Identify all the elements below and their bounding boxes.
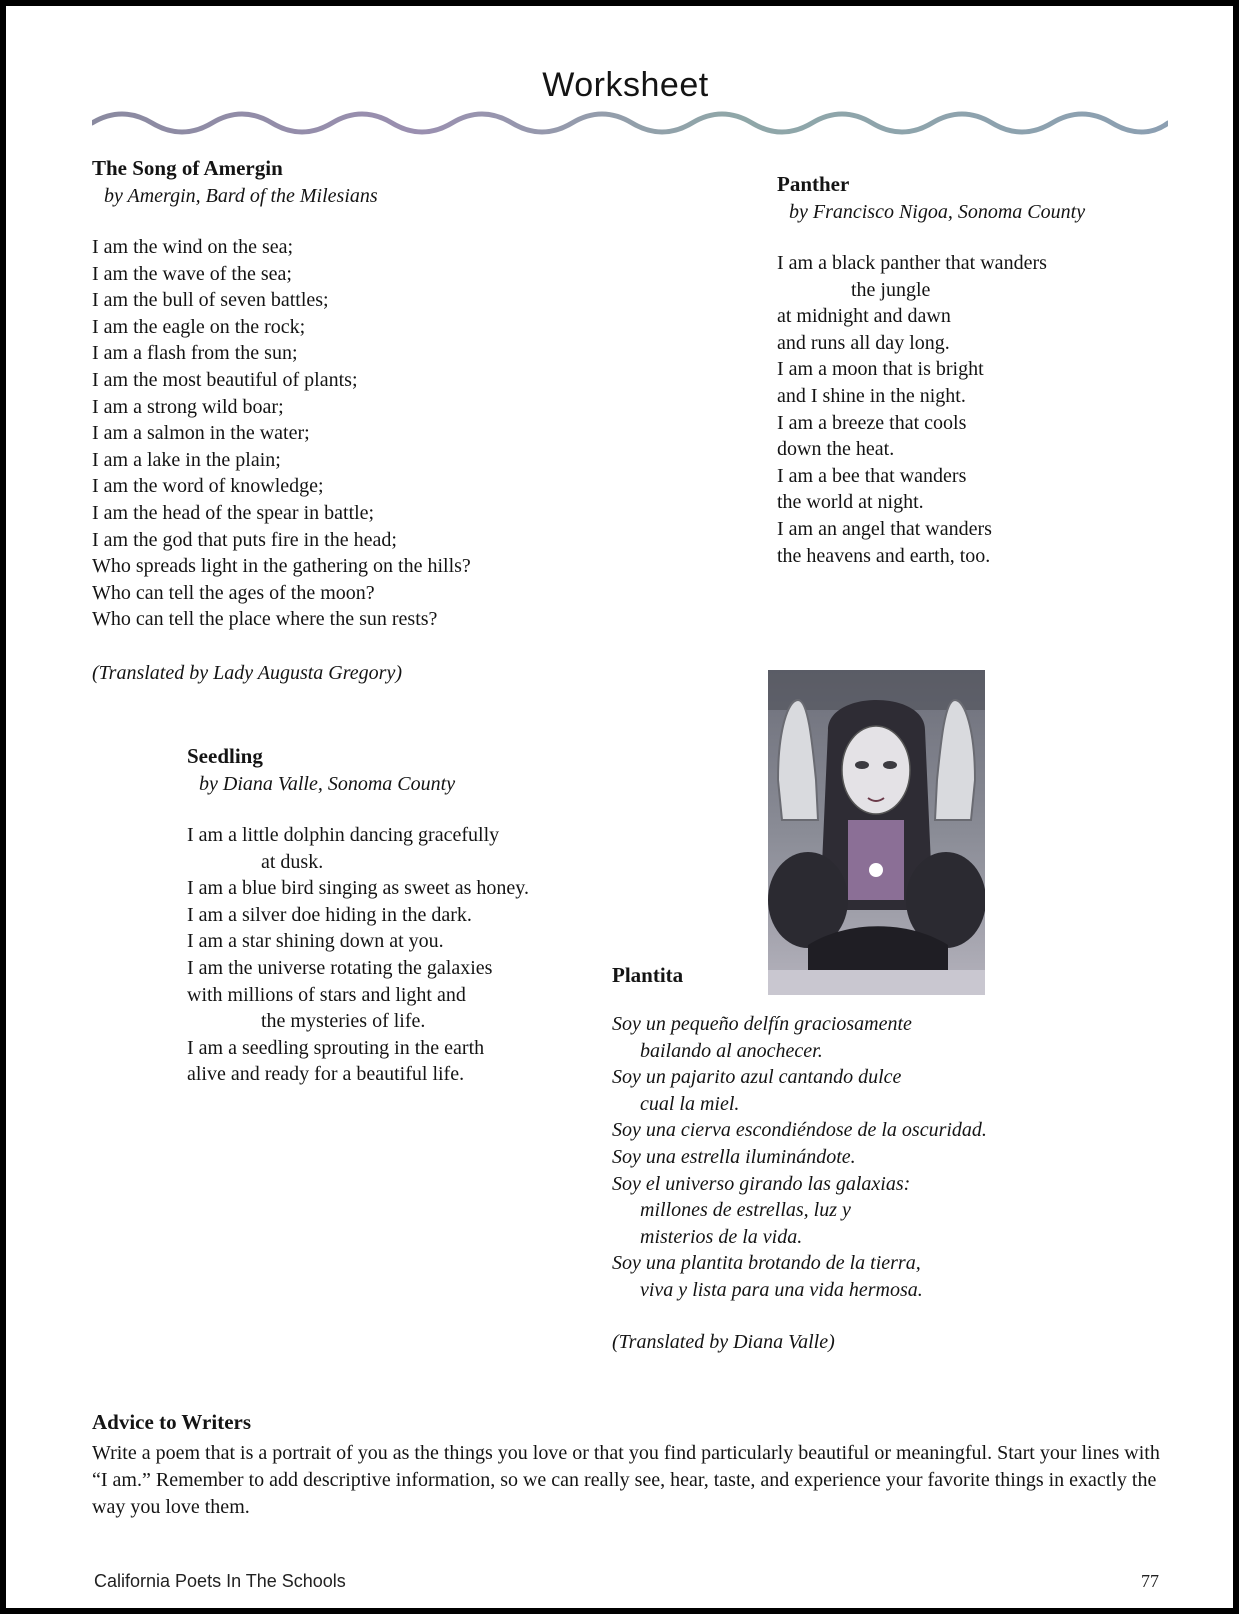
poem-byline: by Francisco Nigoa, Sonoma County <box>789 201 1086 223</box>
poem-line: I am a seedling sprouting in the earth <box>187 1036 485 1059</box>
wavy-divider <box>92 110 1168 136</box>
poem-lines <box>187 822 529 1088</box>
poem-line: I am a black panther that wanders <box>777 252 1047 274</box>
poem-line: Soy una estrella iluminándote. <box>612 1145 856 1168</box>
poem-line: I am a salmon in the water; <box>92 422 310 445</box>
poem-line: misterios de la vida. <box>640 1225 803 1248</box>
page-title: Worksheet <box>542 66 709 104</box>
poem-line: the world at night. <box>777 491 924 514</box>
poem-line: I am a blue bird singing as sweet as honey. <box>187 877 529 900</box>
poem-title: Panther <box>777 172 850 196</box>
poem-line: alive and ready for a beautiful life. <box>187 1063 465 1086</box>
poem-line: I am a flash from the sun; <box>92 342 298 365</box>
poem-line: and runs all day long. <box>777 331 950 354</box>
poem-lines <box>612 1011 987 1304</box>
poem-seedling <box>187 742 529 1088</box>
poem-line: Soy una cierva escondiéndose de la oscuridad. <box>612 1119 987 1142</box>
poem-line: the mysteries of life. <box>261 1010 426 1033</box>
poem-line: I am a star shining down at you. <box>187 930 444 953</box>
poem-line: bailando al anochecer. <box>640 1039 823 1062</box>
translation-credit: (Translated by Diana Valle) <box>612 1330 835 1353</box>
poem-line: Who can tell the ages of the moon? <box>92 581 375 604</box>
poem-title: Seedling <box>187 744 263 768</box>
poem-line: I am a little dolphin dancing gracefully <box>187 824 500 846</box>
poem-line: Soy el universo girando las galaxias: <box>612 1172 911 1195</box>
poem-line: at midnight and dawn <box>777 305 951 328</box>
poem-byline: by Amergin, Bard of the Milesians <box>104 185 378 207</box>
poem-panther <box>777 170 1085 569</box>
page-number: 77 <box>1141 1571 1159 1591</box>
poem-line: cual la miel. <box>640 1092 740 1115</box>
poem-line: Who can tell the place where the sun rests? <box>92 608 438 631</box>
advice-heading: Advice to Writers <box>92 1410 252 1434</box>
poem-plantita <box>612 961 987 1356</box>
student-portrait-artwork <box>768 670 985 995</box>
poem-line: I am the universe rotating the galaxies <box>187 956 493 979</box>
advice-section <box>92 1408 1162 1521</box>
poem-title: Plantita <box>612 963 684 987</box>
poem-line: I am the wind on the sea; <box>92 236 294 258</box>
poem-line: I am a lake in the plain; <box>92 448 281 471</box>
footer-publisher: California Poets In The Schools <box>94 1571 346 1591</box>
poem-line: and I shine in the night. <box>777 384 966 407</box>
translation-credit: (Translated by Lady Augusta Gregory) <box>92 661 402 684</box>
poem-lines <box>777 250 1085 569</box>
poem-line: I am the bull of seven battles; <box>92 289 329 312</box>
poem-line: I am the wave of the sea; <box>92 262 292 285</box>
poem-byline: by Diana Valle, Sonoma County <box>199 773 456 795</box>
poem-line: I am an angel that wanders <box>777 517 992 540</box>
advice-text: Write a poem that is a portrait of you as the things you love or that you find particularly beautiful or meaningful. Start your lines with “I am.” Remember to add descriptive information, so we can really see, hear, taste, and experience your favorite things in exactly the way you love them. <box>92 1442 1160 1518</box>
poem-line: I am the word of knowledge; <box>92 475 324 498</box>
poem-title: The Song of Amergin <box>92 156 283 180</box>
poem-line: with millions of stars and light and <box>187 983 466 1006</box>
poem-line: the jungle <box>851 278 931 301</box>
poem-lines <box>92 234 471 633</box>
poem-line: I am a strong wild boar; <box>92 395 284 418</box>
poem-line: viva y lista para una vida hermosa. <box>640 1278 923 1301</box>
poem-line: Who spreads light in the gathering on the hills? <box>92 555 471 578</box>
poem-line: Soy un pequeño delfín graciosamente <box>612 1013 912 1035</box>
poem-line: I am the eagle on the rock; <box>92 315 306 338</box>
poem-amergin <box>92 154 471 687</box>
poem-line: at dusk. <box>261 850 324 873</box>
poem-line: Soy una plantita brotando de la tierra, <box>612 1252 921 1275</box>
poem-line: I am a breeze that cools <box>777 411 967 434</box>
poem-line: the heavens and earth, too. <box>777 544 991 567</box>
poem-line: I am the head of the spear in battle; <box>92 501 375 524</box>
poem-line: I am a bee that wanders <box>777 464 967 487</box>
poem-line: I am a silver doe hiding in the dark. <box>187 903 472 926</box>
poem-line: I am the most beautiful of plants; <box>92 368 358 391</box>
poem-line: Soy un pajarito azul cantando dulce <box>612 1066 902 1089</box>
poem-line: I am the god that puts fire in the head; <box>92 528 397 551</box>
poem-line: millones de estrellas, luz y <box>640 1199 851 1222</box>
poem-line: I am a moon that is bright <box>777 358 984 381</box>
poem-line: down the heat. <box>777 438 895 461</box>
